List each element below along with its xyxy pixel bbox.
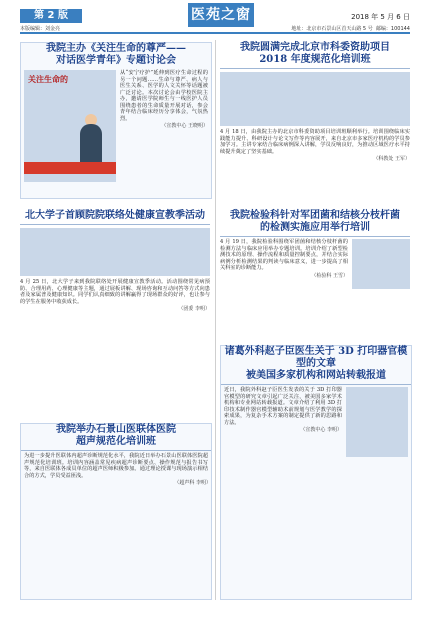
article-title: 我院圆满完成北京市科委资助项目 [240, 42, 390, 53]
article-byline: （宣教中心 王晓明） [161, 123, 208, 129]
article-outreach [20, 210, 210, 360]
lab-photo [352, 239, 410, 289]
address-line: 地址：北京市石景山区首天山路 5 号 邮编：100144 [291, 26, 410, 32]
photo-stage-bar [24, 162, 116, 174]
page-number-tag: 第 2 版 [20, 9, 82, 23]
title-rule [21, 450, 211, 451]
article-title-line2: 2018 年度规范化培训班 [259, 54, 371, 65]
column-divider [215, 40, 216, 600]
title-rule [20, 224, 210, 225]
article-title-line2: 对话医学青年》专题讨论会 [56, 55, 176, 66]
speaker-figure [80, 124, 102, 164]
training-photo [220, 72, 410, 126]
page-header [0, 0, 430, 32]
3d-model-photo [346, 387, 408, 457]
article-body: 从“安宁疗护”延伸到医疗生命过程的另一个问题……生命与尊严、病人与医生关系、医学的人文关怀等话题被广泛讨论。本次讨论会由学校医院主办，邀请医学院师生与一线医护人员围绕患者的生命质量开展对话，参会青年结合临床经历分享体会，气氛热烈。 [120, 70, 208, 122]
article-byline: （检验科 王雪） [311, 272, 348, 279]
article-body: 4 月 18 日，由我院主办的北京市科委资助项目培训班顺利举行。培训围绕临床实践能力提升、科研设计与论文写作等内容展开，来自北京市多家医疗机构的学员参加学习。主讲专家结合临床病例深入讲解，学员反响良好，为推动区域医疗水平持续提升奠定了坚实基础。 [220, 129, 410, 155]
masthead: 医苑之窗 [188, 3, 254, 27]
article-3d-printing [220, 345, 412, 600]
article-byline: （宣教中心 李明） [300, 427, 342, 433]
article-body: 4 月 25 日，北大学子来到我院联络处开展健康宣教季活动。活动围绕常见病预防、合理用药、心理健康等主题，通过展板讲解、现场咨询和互动问答等方式向患者及家属普及健康知识。同学们认真细致的讲解赢得了现场群众的好评，也让参与的学生在服务中收获成长。 [20, 279, 210, 305]
issue-date: 2018 年 5 月 6 日 [351, 13, 410, 21]
title-rule [221, 384, 411, 385]
article-body: 为进一步提升医联体内超声诊断规范化水平，我院近日举办石景山医联体医院超声规范化培训班。培训内容涵盖常见疾病超声诊断要点、操作规范与报告书写等，来自医联体各成员单位的超声医师积极参加。通过理论授课与现场演示相结合的方式，学员受益匪浅。 [24, 453, 208, 479]
article-title: 我院检验科针对军团菌和结核分枝杆菌 [230, 210, 400, 221]
article-title: 我院举办石景山医联体医院 [56, 424, 176, 435]
article-title-line2: 超声规范化培训班 [76, 436, 156, 447]
outreach-photo [20, 228, 210, 276]
title-rule [220, 68, 410, 69]
article-byline: （科教处 王军） [373, 156, 410, 162]
article-title: 北大学子首顾院院联络处健康宣教季活动 [25, 210, 205, 221]
article-body: 近日，我院外科赵子臣医生发表的关于 3D 打印器官模型的研究文章引起广泛关注，被美国多家学术机构和专业网站转载报道。文章介绍了利用 3D 打印技术制作器官模型辅助术前规划与医学教学的探索成果，为复杂手术方案的制定提供了新的思路和方法。 [224, 387, 342, 426]
banner-text: 关注生命的 [28, 74, 68, 84]
article-ultrasound [20, 423, 212, 600]
article-title-line2: 被美国多家机构和网站转载报道 [246, 370, 386, 381]
article-title: 我院主办《关注生命的尊严—— [46, 43, 186, 54]
article-training [220, 42, 410, 202]
title-rule [220, 236, 410, 237]
article-title: 诸葛外科赵子臣医生关于 3D 打印器官模型的文章 [224, 346, 408, 369]
article-title-line2: 的检测实施应用举行培训 [260, 222, 370, 233]
editor-line: 本版编辑：刘金亮 [20, 26, 61, 32]
article-body: 4 月 19 日，我院检验科围绕军团菌和结核分枝杆菌的检测方法与临床应用举办专题培训。培训介绍了新型检测技术的原理、操作流程和质量控制要点，并结合实际病例分析检测结果的判读与临床意义，进一步提高了相关科室的诊断能力。 [220, 239, 348, 271]
article-forum [20, 42, 212, 199]
forum-photo [24, 70, 116, 182]
article-byline: （团委 李明） [178, 306, 210, 312]
header-rule [20, 32, 410, 34]
article-byline: （超声科 李明） [174, 480, 211, 486]
